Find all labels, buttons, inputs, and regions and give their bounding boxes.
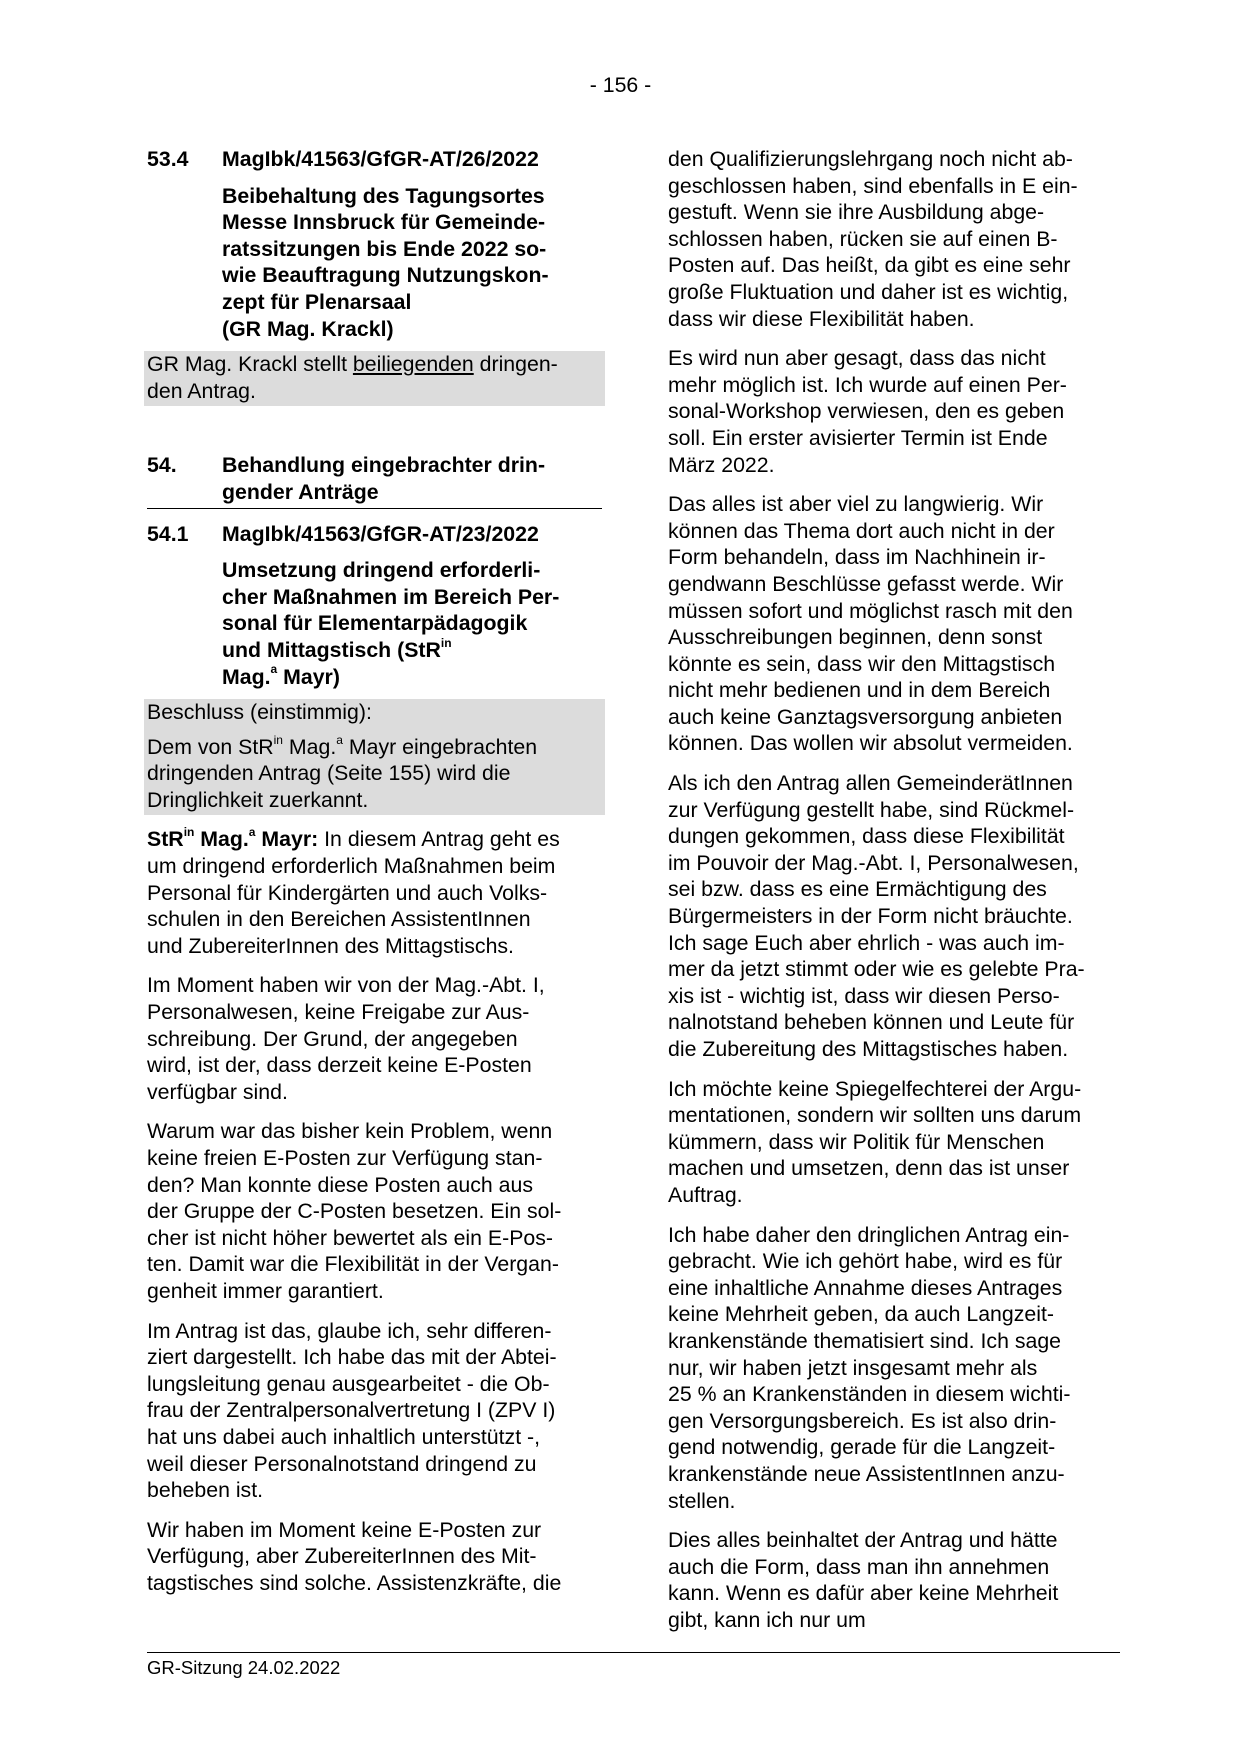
speech-line: nicht mehr bedienen und in dem Bereich	[668, 678, 1051, 703]
superscript: in	[440, 635, 452, 650]
section-54-1-title	[222, 557, 602, 690]
decision-text: Mayr eingebrachten	[342, 734, 538, 759]
footer-divider	[147, 1652, 1120, 1653]
speaker-name	[147, 827, 318, 851]
superscript: a	[270, 662, 278, 677]
speech-line: beheben ist.	[147, 1478, 264, 1503]
right-column	[668, 146, 1120, 1646]
speech-line: große Fluktuation und daher ist es wichtig,	[668, 279, 1069, 304]
speech-line: kann. Wenn es dafür aber keine Mehrheit	[668, 1581, 1059, 1606]
speech-line: Das alles ist aber viel zu langwierig. Wir	[668, 492, 1044, 517]
speech-line: zur Verfügung gestellt habe, sind Rückmel-	[668, 797, 1075, 822]
speech-line: wird, ist der, dass derzeit keine E-Posten	[147, 1053, 532, 1078]
speech-text: In diesem Antrag geht es	[318, 827, 560, 852]
speech-line: Auftrag.	[668, 1182, 743, 1207]
speech-line: cher ist nicht höher bewertet als ein E-Pos-	[147, 1225, 554, 1250]
section-number: 54.1	[147, 521, 189, 546]
title-line	[222, 637, 602, 664]
title-line: gender Anträge	[222, 479, 379, 504]
speech-line: Personal für Kindergärten und auch Volks-	[147, 880, 548, 905]
speech-line: müssen sofort und möglichst rasch mit den	[668, 598, 1073, 623]
section-54-1-heading	[147, 521, 602, 548]
speech-line: nur, wir haben jetzt insgesamt mehr als	[668, 1355, 1038, 1380]
decision-text: Dringlichkeit zuerkannt.	[147, 787, 369, 812]
title-line	[222, 664, 602, 691]
speech-line: ten. Damit war die Flexibilität in der Vergan-	[147, 1252, 559, 1277]
decision-text: Dem von StR	[147, 734, 274, 759]
speech-line: schulen in den Bereichen AssistentInnen	[147, 907, 531, 932]
speech-line: dass wir diese Flexibilität haben.	[668, 306, 975, 331]
speech-line: Es wird nun aber gesagt, dass das nicht	[668, 346, 1046, 371]
speech-line: schlossen haben, rücken sie auf einen B-	[668, 226, 1058, 251]
title-line: ratssitzungen bis Ende 2022 so-	[222, 236, 547, 261]
speech-line: krankenstände neue AssistentInnen anzu-	[668, 1461, 1065, 1486]
speech-line: lungsleitung genau ausgearbeitet - die Ob-	[147, 1371, 550, 1396]
left-column	[147, 146, 602, 1610]
speech-line: gend notwendig, gerade für die Langzeit-	[668, 1435, 1056, 1460]
speaker-text: StR	[147, 827, 184, 852]
decision-text: Mag.	[282, 734, 337, 759]
section-reference: MagIbk/41563/GfGR-AT/26/2022	[222, 147, 539, 171]
speech-line: ziert dargestellt. Ich habe das mit der Abtei-	[147, 1345, 557, 1370]
speech-paragraph	[147, 1118, 602, 1304]
speech-line: den? Man konnte diese Posten auch aus	[147, 1172, 533, 1197]
superscript: in	[183, 825, 195, 840]
speech-line: gibt, kann ich nur um	[668, 1607, 866, 1632]
speech-line: weil dieser Personalnotstand dringend zu	[147, 1451, 537, 1476]
speech-paragraph	[668, 770, 1120, 1063]
speech-line: auch keine Ganztagsversorgung anbieten	[668, 704, 1063, 729]
title-text: und Mittagstisch (StR	[222, 637, 441, 662]
speech-line: mentationen, sondern wir sollten uns darum	[668, 1103, 1082, 1128]
speech-line: 25 % an Krankenständen in diesem wichti-	[668, 1382, 1071, 1407]
resolution-label: Beschluss (einstimmig):	[147, 700, 372, 725]
speech-line: Ich sage Euch aber ehrlich - was auch im-	[668, 930, 1065, 955]
speech-line: tagstisches sind solche. Assistenzkräfte, die	[147, 1570, 562, 1595]
attachment-link[interactable]: beiliegenden	[352, 352, 474, 377]
speech-line: schreibung. Der Grund, der angegeben	[147, 1026, 518, 1051]
title-line: Beibehaltung des Tagungsortes	[222, 183, 545, 208]
page-number: - 156 -	[589, 73, 652, 97]
speech-line: Posten auf. Das heißt, da gibt es eine sehr	[668, 253, 1071, 278]
speech-line: Im Antrag ist das, glaube ich, sehr differen-	[147, 1318, 552, 1343]
speech-paragraph	[147, 826, 602, 959]
speech-line: gestuft. Wenn sie ihre Ausbildung abge-	[668, 200, 1045, 225]
speaker-text: Mayr:	[255, 827, 319, 852]
speech-paragraph	[147, 972, 602, 1105]
speech-line: Dies alles beinhaltet der Antrag und hätte	[668, 1528, 1058, 1553]
section-53-4-note	[144, 351, 605, 406]
speech-line: gendwann Beschlüsse gefasst werde. Wir	[668, 571, 1064, 596]
title-line: sonal für Elementarpädagogik	[222, 611, 528, 636]
superscript: in	[273, 732, 283, 747]
title-line: Messe Innsbruck für Gemeinde-	[222, 210, 546, 235]
speech-line: Ich möchte keine Spiegelfechterei der Argu-	[668, 1076, 1082, 1101]
speech-line: sei bzw. dass es eine Ermächtigung des	[668, 877, 1047, 902]
speaker-text: Mag.	[194, 827, 249, 852]
resolution-text	[147, 734, 602, 816]
section-reference: MagIbk/41563/GfGR-AT/23/2022	[222, 521, 539, 546]
section-53-4-heading	[147, 146, 602, 173]
speech-line: können das Thema dort auch nicht in der	[668, 518, 1055, 543]
right-speech-paragraphs	[668, 146, 1120, 1633]
title-text: Mayr)	[277, 664, 340, 689]
speech-line: gebracht. Wie ich gehört habe, wird es für	[668, 1249, 1063, 1274]
speech-line	[147, 826, 602, 853]
footer-text: GR-Sitzung 24.02.2022	[147, 1657, 341, 1678]
section-number: 54.	[147, 453, 177, 478]
title-text: Mag.	[222, 664, 271, 689]
title-line: cher Maßnahmen im Bereich Per-	[222, 584, 560, 609]
resolution-box	[144, 699, 605, 815]
note-text	[147, 351, 602, 406]
title-line: Behandlung eingebrachter drin-	[222, 453, 546, 478]
section-53-4-title	[222, 183, 602, 343]
speech-line: mehr möglich ist. Ich wurde auf einen Per-	[668, 372, 1067, 397]
decision-text: dringenden Antrag (Seite 155) wird die	[147, 761, 511, 786]
speech-line: auch die Form, dass man ihn annehmen	[668, 1554, 1050, 1579]
speech-line: verfügbar sind.	[147, 1079, 288, 1104]
note-pre: GR Mag. Krackl stellt	[147, 352, 353, 377]
speech-line: krankenstände thematisiert sind. Ich sage	[668, 1328, 1062, 1353]
section-54-heading	[147, 452, 602, 508]
section-title	[222, 452, 602, 505]
speech-line: genheit immer garantiert.	[147, 1278, 384, 1303]
title-line: zept für Plenarsaal	[222, 289, 412, 314]
title-line: (GR Mag. Krackl)	[222, 316, 394, 341]
superscript: a	[336, 732, 343, 747]
left-speech-paragraphs	[147, 972, 602, 1596]
speech-line: Wir haben im Moment keine E-Posten zur	[147, 1517, 542, 1542]
speech-paragraph	[147, 1318, 602, 1504]
speech-line: soll. Ein erster avisierter Termin ist Ende	[668, 425, 1048, 450]
speech-line: Im Moment haben wir von der Mag.-Abt. I,	[147, 973, 545, 998]
speech-line: nalnotstand beheben können und Leute für	[668, 1010, 1075, 1035]
speech-line: geschlossen haben, sind ebenfalls in E ein-	[668, 173, 1078, 198]
speech-line: den Qualifizierungslehrgang noch nicht ab-	[668, 147, 1073, 171]
speech-line: dungen gekommen, dass diese Flexibilität	[668, 824, 1065, 849]
speech-line: keine freien E-Posten zur Verfügung stan-	[147, 1146, 543, 1170]
speech-line: xis ist - wichtig ist, dass wir diesen Perso-	[668, 983, 1060, 1008]
speech-line: Ich habe daher den dringlichen Antrag ein-	[668, 1222, 1070, 1247]
speech-line: März 2022.	[668, 452, 775, 477]
superscript: a	[248, 825, 256, 840]
speech-paragraph	[147, 1517, 602, 1597]
speech-line: könnte es sein, dass wir den Mittagstisch	[668, 651, 1056, 676]
speech-line: die Zubereitung des Mittagstisches haben.	[668, 1037, 1069, 1061]
speech-line: der Gruppe der C-Posten besetzen. Ein sol-	[147, 1199, 562, 1224]
speech-line: Warum war das bisher kein Problem, wenn	[147, 1119, 553, 1144]
speech-line: kümmern, dass wir Politik für Menschen	[668, 1129, 1045, 1154]
speech-paragraph	[668, 1076, 1120, 1209]
speech-paragraph	[668, 1222, 1120, 1515]
speech-line: frau der Zentralpersonalvertretung I (ZPV I)	[147, 1398, 556, 1423]
speech-line: hat uns dabei auch inhaltlich unterstützt -,	[147, 1424, 541, 1449]
speech-line: Personalwesen, keine Freigabe zur Aus-	[147, 1000, 530, 1025]
speech-line: Ausschreibungen beginnen, denn sonst	[668, 625, 1043, 650]
speech-line: und ZubereiterInnen des Mittagstischs.	[147, 933, 514, 958]
speech-line: Verfügung, aber ZubereiterInnen des Mit-	[147, 1544, 537, 1569]
speech-paragraph	[668, 491, 1120, 757]
speech-line: machen und umsetzen, denn das ist unser	[668, 1156, 1070, 1181]
speech-line: im Pouvoir der Mag.-Abt. I, Personalwesen,	[668, 850, 1079, 875]
speech-line: stellen.	[668, 1488, 736, 1513]
speech-line: können. Das wollen wir absolut vermeiden.	[668, 731, 1073, 756]
speech-paragraph	[668, 1527, 1120, 1633]
title-line: wie Beauftragung Nutzungskon-	[222, 263, 549, 288]
speech-paragraph	[668, 146, 1120, 332]
speech-line: keine Mehrheit geben, da auch Langzeit-	[668, 1302, 1054, 1327]
note-line2: den Antrag.	[147, 378, 256, 403]
note-post: dringen-	[473, 352, 558, 377]
speech-line: um dringend erforderlich Maßnahmen beim	[147, 854, 556, 879]
speech-line: Bürgermeisters in der Form nicht bräuchte.	[668, 904, 1073, 929]
speech-line: sonal-Workshop verwiesen, den es geben	[668, 399, 1065, 424]
title-line: Umsetzung dringend erforderli-	[222, 558, 541, 583]
speech-line: mer da jetzt stimmt oder wie es gelebte Pra-	[668, 957, 1085, 982]
section-number: 53.4	[147, 147, 189, 171]
speech-line: gen Versorgungsbereich. Es ist also drin-	[668, 1408, 1057, 1433]
speech-line: eine inhaltliche Annahme dieses Antrages	[668, 1275, 1063, 1300]
speech-line: Form behandeln, dass im Nachhinein ir-	[668, 545, 1046, 570]
speech-paragraph	[668, 345, 1120, 478]
speech-line: Als ich den Antrag allen GemeinderätInnen	[668, 771, 1073, 796]
